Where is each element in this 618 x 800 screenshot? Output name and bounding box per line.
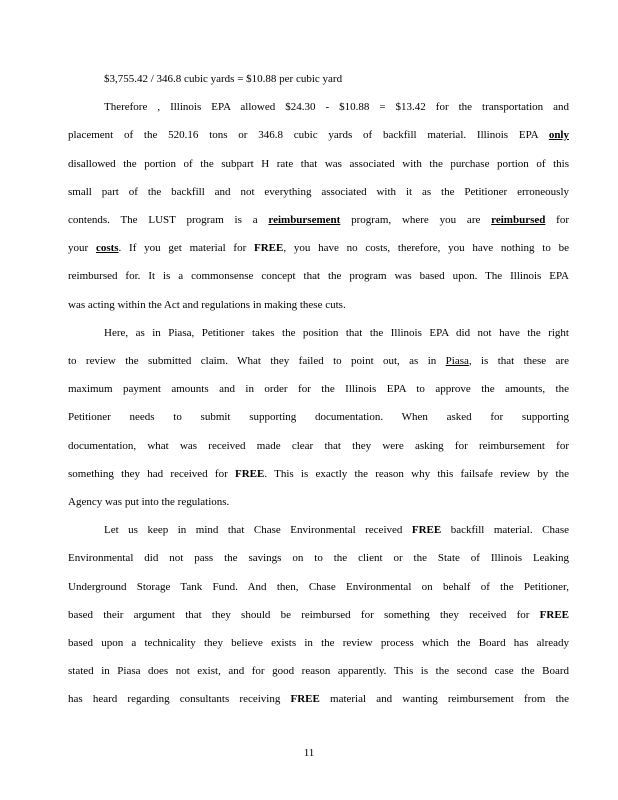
text-line (68, 692, 569, 706)
emphasis-text: FREE (234, 467, 265, 480)
text-line: small part of the backfill and not everything associated with it as the Petitioner erroneously (68, 185, 569, 198)
emphasis-text: FREE (411, 524, 442, 537)
text-line: Agency was put into the regulations. (68, 496, 230, 508)
emphasis-text: reimbursed (491, 214, 546, 226)
text-line (68, 354, 569, 368)
emphasis-text: FREE (254, 242, 284, 255)
text-line (68, 467, 569, 481)
text-segment: , is that these are (468, 355, 569, 367)
text-segment: something they had received for (68, 467, 235, 480)
text-line: disallowed the portion of the subpart H rate that was associated with the purchase portion of this (68, 157, 569, 170)
text-line: Environmental did not pass the savings on to the client or the State of Illinois Leaking (68, 552, 569, 565)
text-line: maximum payment amounts and in order for the Illinois EPA to approve the amounts, the (68, 383, 569, 396)
text-segment: placement of the 520.16 tons or 346.8 cubic yards of backfill material. Illinois EPA (68, 129, 549, 142)
text-segment: your (68, 242, 96, 255)
emphasis-text: FREE (290, 693, 320, 706)
text-segment: to review the submitted claim. What they failed to point out, as in (68, 355, 446, 367)
emphasis-text: costs (95, 242, 119, 255)
text-line: documentation, what was received made clear that they were asking for reimbursement for (68, 439, 569, 452)
page-number: 11 (303, 747, 315, 759)
text-segment: contends. The LUST program is a (68, 214, 269, 226)
text-line: Underground Storage Tank Fund. And then, Chase Environmental on behalf of the Petitioner, (68, 580, 569, 593)
text-segment: based their argument that they should be reimbursed for something they received for (68, 608, 540, 621)
text-segment: . If you get material for (118, 242, 254, 255)
text-segment: Let us keep in mind that Chase Environmental received (104, 524, 412, 537)
text-line: stated in Piasa does not exist, and for good reason apparently. This is the second case the Board (68, 665, 569, 678)
text-line (104, 523, 569, 537)
text-line (68, 608, 569, 622)
text-segment: backfill material. Chase (441, 524, 570, 537)
text-line: reimbursed for. It is a commonsense concept that the program was based upon. The Illinois EPA (68, 270, 569, 283)
text-line: Therefore , Illinois EPA allowed $24.30 - $10.88 = $13.42 for the transportation and (104, 101, 569, 114)
text-segment: program, where you are (340, 214, 492, 226)
emphasis-text: Piasa (445, 355, 469, 367)
text-segment: has heard regarding consultants receiving (68, 693, 291, 706)
text-line: $3,755.42 / 346.8 cubic yards = $10.88 per cubic yard (104, 73, 343, 85)
text-line: Petitioner needs to submit supporting documentation. When asked for supporting (68, 411, 569, 424)
text-line: was acting within the Act and regulations in making these cuts. (68, 298, 346, 311)
emphasis-text: FREE (539, 608, 569, 621)
text-segment: for (545, 214, 569, 226)
emphasis-text: reimbursement (268, 214, 341, 226)
text-segment: material and wanting reimbursement from the (319, 693, 570, 706)
text-line (68, 128, 569, 142)
text-segment: , you have no costs, therefore, you have nothing to be (283, 242, 569, 255)
text-line (68, 241, 569, 255)
emphasis-text: only (548, 129, 569, 142)
text-line: Here, as in Piasa, Petitioner takes the position that the Illinois EPA did not have the right (104, 326, 569, 339)
text-line: based upon a technicality they believe exists in the review process which the Board has already (68, 637, 569, 649)
text-line (68, 213, 569, 227)
text-segment: . This is exactly the reason why this failsafe review by the (264, 467, 569, 480)
